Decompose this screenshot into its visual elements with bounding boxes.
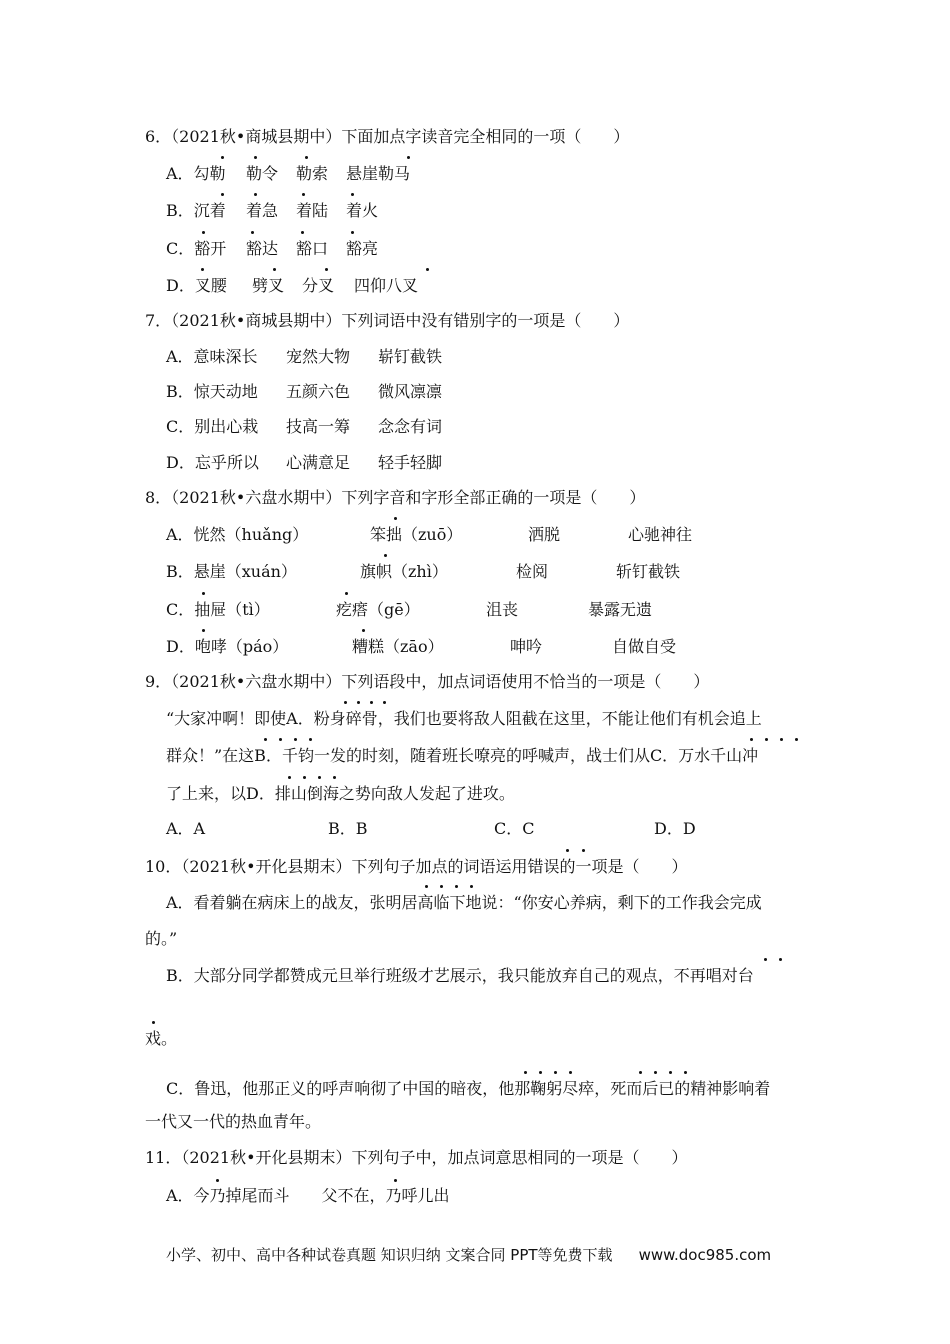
option-b-word-1: B．惊天动地 (166, 382, 258, 401)
option-d-word-2: 心满意足 (286, 453, 351, 472)
emphasis-dot (569, 1071, 572, 1074)
question-8-stem: 8．（2021秋•六盘水期中）下列字音和字形全部正确的一项是（ ） (145, 488, 646, 507)
emphasis-dot (384, 554, 387, 557)
question-8-option-d (166, 637, 676, 657)
emphasis-dot (309, 738, 312, 741)
emphasis-dot (202, 629, 205, 632)
question-8-option-b (166, 562, 680, 582)
option-d-word-1: D．叉腰 (166, 276, 227, 295)
emphasis-dot (684, 1071, 687, 1074)
emphasis-dot (345, 592, 348, 595)
emphasis-dot (294, 738, 297, 741)
emphasis-dot (251, 231, 254, 234)
emphasis-dot (216, 1179, 219, 1182)
option-d-word-1: D．咆哮（páo） (166, 637, 289, 656)
option-b: B．B (328, 819, 368, 838)
option-d-word-4: 四仰八叉 (354, 276, 419, 295)
option-a-word-1: A．勾勒 (166, 164, 226, 183)
emphasis-dot (301, 231, 304, 234)
emphasis-dot (566, 849, 569, 852)
question-10-option-c-line-1: C．鲁迅，他那正义的呼声响彻了中国的暗夜，他那鞠躬尽瘁，死而后已的精神影响着 (166, 1079, 771, 1098)
emphasis-dot (370, 701, 373, 704)
question-10-stem: 10．（2021秋•开化县期末）下列句子加点的词语运用错误的一项是（ ） (145, 857, 688, 876)
option-b-word-4: 着火 (346, 201, 379, 220)
option-d-word-3: 轻手轻脚 (378, 453, 443, 472)
option-a-word-2: 笨拙（zuō） (370, 525, 463, 544)
emphasis-dot (582, 849, 585, 852)
option-b-word-4: 斩钉截铁 (616, 562, 681, 581)
emphasis-dot (273, 268, 276, 271)
option-b-word-1: B．悬崖（xuán） (166, 562, 297, 581)
option-a-word-3: 洒脱 (528, 525, 561, 544)
footer-site-link[interactable]: www.doc985.com (638, 1246, 772, 1264)
option-c: C．C (494, 819, 535, 838)
option-a-word-2: 宠然大物 (286, 347, 351, 366)
question-8-option-a (166, 525, 692, 545)
option-a-word-3: 崭钉截铁 (378, 347, 443, 366)
emphasis-dot (654, 1071, 657, 1074)
emphasis-dot (202, 231, 205, 234)
emphasis-dot (426, 268, 429, 271)
option-c-word-2: 技高一筹 (286, 417, 351, 436)
option-b-word-3: 微风凛凛 (378, 382, 443, 401)
option-d-word-3: 分叉 (302, 276, 335, 295)
emphasis-dot (357, 701, 360, 704)
option-b-word-2: 旗帜（zhì） (360, 562, 448, 581)
page-footer (166, 1245, 771, 1265)
emphasis-dot (351, 193, 354, 196)
question-7-option-d (166, 453, 442, 473)
option-c-word-1: C．豁开 (166, 239, 227, 258)
emphasis-dot (524, 1071, 527, 1074)
option-b-word-1: B．沉着 (166, 201, 226, 220)
emphasis-dot (750, 738, 753, 741)
option-a-word-3: 勒索 (296, 164, 329, 183)
option-b-word-2: 着急 (246, 201, 279, 220)
emphasis-dot (344, 701, 347, 704)
emphasis-dot (455, 885, 458, 888)
emphasis-dot (669, 1071, 672, 1074)
emphasis-dot (279, 738, 282, 741)
emphasis-dot (351, 231, 354, 234)
emphasis-dot (764, 958, 767, 961)
emphasis-dot (780, 738, 783, 741)
question-11-stem: 11．（2021秋•开化县期末）下列句子中，加点词意思相同的一项是（ ） (145, 1148, 688, 1167)
option-a: A．A (166, 819, 206, 838)
option-b-word-3: 着陆 (296, 201, 329, 220)
emphasis-dot (303, 776, 306, 779)
emphasis-dot (221, 156, 224, 159)
option-c-word-4: 豁亮 (346, 239, 379, 258)
question-9-options (166, 819, 696, 839)
option-a-word-1: A．意味深长 (166, 347, 258, 366)
option-a-word-2: 勒令 (246, 164, 279, 183)
option-d-word-1: D．忘乎所以 (166, 453, 259, 472)
question-7-option-c (166, 417, 442, 437)
question-7-stem: 7．（2021秋•商城县期中）下列词语中没有错别字的一项是（ ） (145, 311, 630, 330)
emphasis-dot (779, 958, 782, 961)
question-10-option-a-line-2: 的。” (145, 929, 178, 948)
question-6-option-b (166, 201, 378, 221)
emphasis-dot (325, 268, 328, 271)
emphasis-dot (288, 776, 291, 779)
option-a-word-4: 心驰神往 (628, 525, 693, 544)
option-b-word-2: 五颜六色 (286, 382, 351, 401)
question-6-option-a (166, 164, 410, 184)
option-c-word-3: 念念有词 (378, 417, 443, 436)
emphasis-dot (407, 156, 410, 159)
question-6-stem: 6．（2021秋•商城县期中）下面加点字读音完全相同的一项（ ） (145, 127, 630, 146)
option-c-word-3: 沮丧 (486, 600, 519, 619)
emphasis-dot (383, 701, 386, 704)
option-a-word-4: 悬崖勒马 (346, 164, 411, 183)
option-d: D．D (654, 819, 696, 838)
question-9-passage-line-1: “大家冲啊！即使A．粉身碎骨，我们也要将敌人阻截在这里，不能让他们有机会追上 (166, 709, 762, 728)
option-c-word-4: 暴露无遗 (588, 600, 653, 619)
question-10-option-b-line-1: B．大部分同学都赞成元旦举行班级才艺展示，我只能放弃自己的观点，不再唱对台 (166, 966, 754, 985)
emphasis-dot (302, 193, 305, 196)
emphasis-dot (765, 738, 768, 741)
emphasis-dot (254, 156, 257, 159)
question-9-stem: 9．（2021秋•六盘水期中）下列语段中，加点词语使用不恰当的一项是（ ） (145, 672, 710, 691)
emphasis-dot (394, 517, 397, 520)
emphasis-dot (318, 776, 321, 779)
question-6-option-d (166, 276, 418, 296)
question-9-passage-line-2: 群众！”在这B．千钧一发的时刻，随着班长嘹亮的呼喊声，战士们从C．万水千山冲 (166, 746, 759, 765)
emphasis-dot (394, 1179, 397, 1182)
emphasis-dot (639, 1071, 642, 1074)
emphasis-dot (362, 629, 365, 632)
emphasis-dot (333, 776, 336, 779)
emphasis-dot (554, 1071, 557, 1074)
emphasis-dot (440, 885, 443, 888)
option-d-word-2: 劈叉 (252, 276, 285, 295)
question-6-option-c (166, 239, 378, 259)
question-10-option-c-line-2: 一代又一代的热血青年。 (145, 1112, 322, 1131)
question-7-option-a (166, 347, 442, 367)
option-d-word-2: 糟糕（zāo） (352, 637, 444, 656)
emphasis-dot (795, 738, 798, 741)
option-c-word-1: C．别出心栽 (166, 417, 259, 436)
emphasis-dot (425, 885, 428, 888)
emphasis-dot (221, 193, 224, 196)
option-b-word-3: 检阅 (516, 562, 549, 581)
option-a-word-1: A．恍然（huǎng） (166, 525, 309, 544)
question-7-option-b (166, 382, 442, 402)
option-c-word-2: 疙瘩（gē） (336, 600, 420, 619)
question-11-option-a: A．今乃掉尾而斗 父不在，乃呼儿出 (166, 1186, 450, 1205)
emphasis-dot (470, 885, 473, 888)
question-9-passage-line-3: 了上来，以D．排山倒海之势向敌人发起了进攻。 (166, 784, 515, 803)
emphasis-dot (152, 1021, 155, 1024)
option-c-word-3: 豁口 (296, 239, 329, 258)
question-10-option-b-line-2: 戏。 (145, 1029, 178, 1048)
option-c-word-1: C．抽屉（tì） (166, 600, 270, 619)
question-10-option-a-line-1: A．看着躺在病床上的战友，张明居高临下地说：“你安心养病，剩下的工作我会完成 (166, 893, 762, 912)
emphasis-dot (305, 156, 308, 159)
emphasis-dot (254, 193, 257, 196)
option-c-word-2: 豁达 (246, 239, 279, 258)
emphasis-dot (202, 592, 205, 595)
option-d-word-3: 呻吟 (510, 637, 543, 656)
emphasis-dot (201, 268, 204, 271)
footer-text: 小学、初中、高中各种试卷真题 知识归纳 文案合同 PPT等免费下载 (166, 1246, 613, 1264)
emphasis-dot (264, 738, 267, 741)
option-d-word-4: 自做自受 (612, 637, 677, 656)
question-8-option-c (166, 600, 652, 620)
emphasis-dot (539, 1071, 542, 1074)
